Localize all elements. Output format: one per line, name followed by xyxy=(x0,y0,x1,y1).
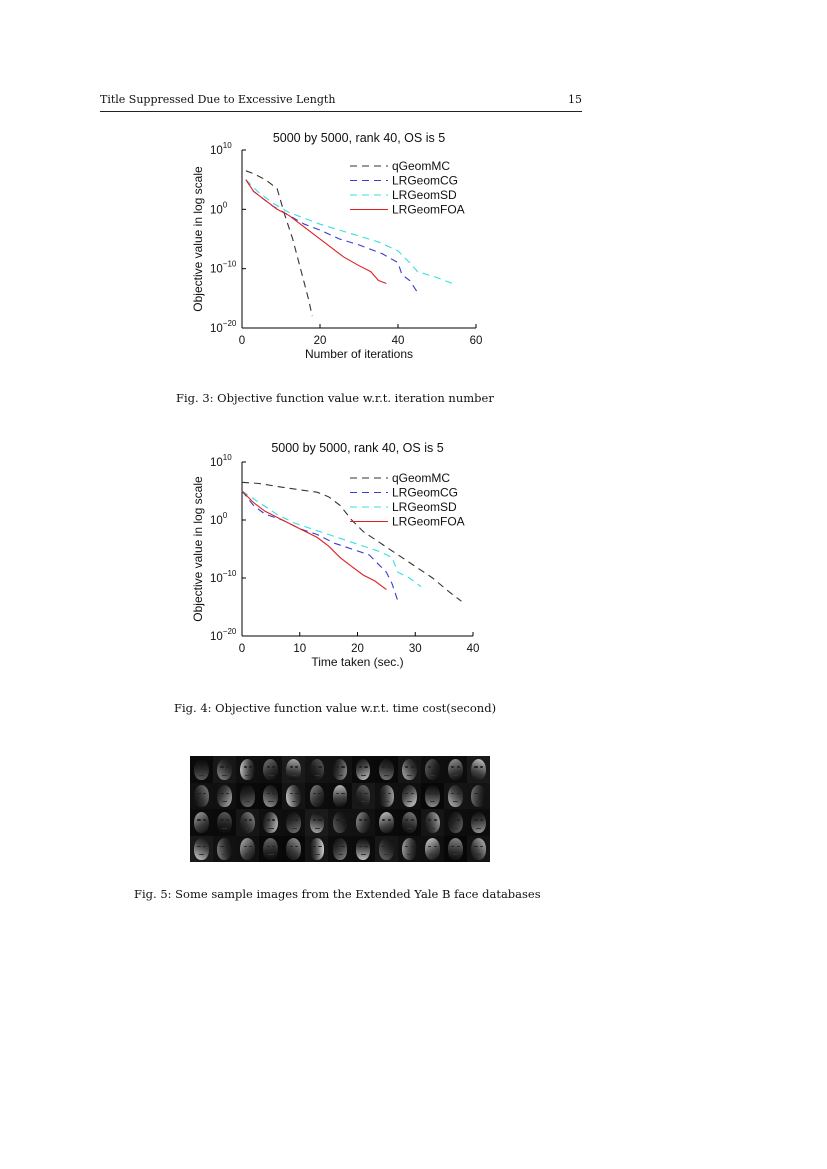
face-shape xyxy=(379,785,394,807)
face-thumbnail xyxy=(352,809,375,836)
face-shape xyxy=(310,785,325,807)
face-mouth xyxy=(407,828,412,829)
face-thumbnail xyxy=(421,809,444,836)
face-eye xyxy=(318,819,321,821)
legend-label-lrgeomsd: LRGeomSD xyxy=(392,188,457,202)
face-shape xyxy=(240,812,255,834)
face-thumbnail xyxy=(213,809,236,836)
face-eye xyxy=(318,793,321,795)
face-eye xyxy=(434,766,437,768)
face-mouth xyxy=(384,854,389,855)
x-axis-label: Time taken (sec.) xyxy=(311,655,404,669)
face-thumbnail xyxy=(213,756,236,783)
face-thumbnail xyxy=(444,783,467,810)
face-shape xyxy=(402,812,417,834)
face-shape xyxy=(217,838,232,860)
face-eye xyxy=(244,793,247,795)
face-eye xyxy=(313,793,316,795)
face-eye xyxy=(388,846,391,848)
legend-label-lrgeomcg: LRGeomCG xyxy=(392,173,459,188)
face-eye xyxy=(290,846,293,848)
face-mouth xyxy=(384,828,389,829)
face-eye xyxy=(197,819,200,821)
chart-title: 5000 by 5000, rank 40, OS is 5 xyxy=(271,441,444,455)
series-line-lrgeomfoa xyxy=(246,180,386,284)
y-axis-label: Objective value in log scale xyxy=(191,166,205,312)
page-header xyxy=(100,93,582,113)
face-shape xyxy=(286,838,301,860)
face-thumbnail xyxy=(328,836,351,863)
face-mouth xyxy=(268,828,273,829)
face-thumbnail xyxy=(467,836,490,863)
face-thumbnail xyxy=(259,783,282,810)
face-mouth xyxy=(292,828,297,829)
face-thumbnail xyxy=(421,756,444,783)
face-thumbnail xyxy=(236,756,259,783)
face-thumbnail xyxy=(375,809,398,836)
face-thumbnail xyxy=(236,783,259,810)
face-thumbnail xyxy=(236,836,259,863)
face-eye xyxy=(272,819,275,821)
face-shape xyxy=(425,838,440,860)
chart-2 xyxy=(191,441,479,669)
face-mouth xyxy=(476,801,481,802)
face-eye xyxy=(480,819,483,821)
face-mouth xyxy=(222,775,227,776)
face-shape xyxy=(448,812,463,834)
face-mouth xyxy=(245,828,250,829)
face-mouth xyxy=(361,801,366,802)
face-thumbnail xyxy=(328,756,351,783)
face-eye xyxy=(474,846,477,848)
face-thumbnail xyxy=(305,756,328,783)
legend-label-qgeommc: qGeomMC xyxy=(392,471,451,485)
face-mouth xyxy=(199,828,204,829)
x-tick-label: 60 xyxy=(469,335,483,347)
face-eye xyxy=(290,766,293,768)
face-shape xyxy=(379,838,394,860)
face-eye xyxy=(457,819,460,821)
face-eye xyxy=(474,766,477,768)
face-shape xyxy=(333,759,348,781)
legend-label-lrgeomfoa: LRGeomFOA xyxy=(392,514,465,529)
face-shape xyxy=(240,838,255,860)
face-shape xyxy=(310,812,325,834)
face-thumbnail xyxy=(444,836,467,863)
face-eye xyxy=(267,819,270,821)
face-mouth xyxy=(292,775,297,776)
face-eye xyxy=(318,846,321,848)
face-mouth xyxy=(476,854,481,855)
face-mouth xyxy=(361,775,366,776)
face-mouth xyxy=(430,775,435,776)
face-mouth xyxy=(199,801,204,802)
face-shape xyxy=(217,785,232,807)
y-tick-label: $10^{10}$ xyxy=(210,453,232,469)
face-mouth xyxy=(476,775,481,776)
face-mouth xyxy=(292,854,297,855)
y-tick-label: $10^0$ xyxy=(210,511,228,527)
face-mouth xyxy=(384,801,389,802)
face-eye xyxy=(267,846,270,848)
face-eye xyxy=(388,819,391,821)
face-thumbnail xyxy=(328,809,351,836)
face-eye xyxy=(480,793,483,795)
face-mouth xyxy=(361,854,366,855)
face-eye xyxy=(272,766,275,768)
face-mouth xyxy=(222,854,227,855)
face-eye xyxy=(364,846,367,848)
face-eye xyxy=(411,793,414,795)
face-eye xyxy=(341,793,344,795)
face-shape xyxy=(356,838,371,860)
face-eye xyxy=(244,846,247,848)
face-thumbnail xyxy=(190,809,213,836)
face-shape xyxy=(448,785,463,807)
series-line-lrgeomsd xyxy=(246,180,453,284)
face-eye xyxy=(388,793,391,795)
face-thumbnail xyxy=(213,836,236,863)
face-eye xyxy=(364,793,367,795)
face-thumbnail xyxy=(421,783,444,810)
face-eye xyxy=(197,793,200,795)
face-mouth xyxy=(338,801,343,802)
x-tick-label: 40 xyxy=(391,335,405,347)
face-shape xyxy=(471,785,486,807)
face-shape xyxy=(217,812,232,834)
face-thumbnail xyxy=(190,756,213,783)
face-thumbnail xyxy=(352,836,375,863)
face-shape xyxy=(194,838,209,860)
page-number: 15 xyxy=(568,93,582,106)
legend-label-lrgeomfoa: LRGeomFOA xyxy=(392,202,465,217)
face-eye xyxy=(203,819,206,821)
face-eye xyxy=(434,846,437,848)
face-eye xyxy=(220,766,223,768)
face-thumbnail xyxy=(305,809,328,836)
face-mouth xyxy=(292,801,297,802)
face-thumbnail xyxy=(190,783,213,810)
face-eye xyxy=(220,819,223,821)
face-shape xyxy=(310,759,325,781)
face-mouth xyxy=(476,828,481,829)
legend-label-lrgeomcg: LRGeomCG xyxy=(392,485,459,500)
face-eye xyxy=(336,819,339,821)
face-thumbnail xyxy=(444,756,467,783)
x-tick-label: 30 xyxy=(408,643,422,655)
face-shape xyxy=(194,785,209,807)
face-eye xyxy=(290,819,293,821)
x-tick-label: 20 xyxy=(351,643,364,655)
face-shape xyxy=(448,759,463,781)
face-shape xyxy=(379,759,394,781)
face-thumbnail xyxy=(259,809,282,836)
series-line-lrgeomcg xyxy=(242,491,398,601)
face-mouth xyxy=(361,828,366,829)
face-thumbnail xyxy=(421,836,444,863)
face-eye xyxy=(244,819,247,821)
series-line-lrgeomfoa xyxy=(242,491,386,590)
face-eye xyxy=(451,819,454,821)
face-shape xyxy=(356,759,371,781)
legend-label-lrgeomsd: LRGeomSD xyxy=(392,500,457,514)
face-thumbnail xyxy=(467,756,490,783)
face-shape xyxy=(286,812,301,834)
face-thumbnail xyxy=(328,783,351,810)
face-eye xyxy=(341,819,344,821)
face-shape xyxy=(263,785,278,807)
face-thumbnail xyxy=(375,836,398,863)
face-eye xyxy=(428,819,431,821)
face-shape xyxy=(286,759,301,781)
face-shape xyxy=(471,838,486,860)
face-eye xyxy=(411,766,414,768)
face-eye xyxy=(474,819,477,821)
face-shape xyxy=(333,838,348,860)
face-thumbnail xyxy=(259,756,282,783)
face-thumbnail xyxy=(375,756,398,783)
face-eye xyxy=(295,766,298,768)
face-mouth xyxy=(453,801,458,802)
face-eye xyxy=(244,766,247,768)
face-shape xyxy=(448,838,463,860)
face-mouth xyxy=(268,775,273,776)
face-mouth xyxy=(430,801,435,802)
face-thumbnail xyxy=(467,809,490,836)
face-mouth xyxy=(338,854,343,855)
face-mouth xyxy=(268,801,273,802)
face-mouth xyxy=(384,775,389,776)
x-tick-label: 40 xyxy=(466,643,480,655)
face-mouth xyxy=(407,801,412,802)
face-eye xyxy=(428,766,431,768)
series-line-qgeommc xyxy=(242,482,461,601)
face-thumbnail xyxy=(398,836,421,863)
face-shape xyxy=(356,812,371,834)
face-thumbnail xyxy=(282,783,305,810)
x-axis-label: Number of iterations xyxy=(304,347,414,361)
face-shape xyxy=(194,812,209,834)
y-tick-label: $10^{-10}$ xyxy=(210,569,237,585)
figure-5-caption: Fig. 5: Some sample images from the Extended Yale B face databases xyxy=(134,887,541,901)
face-mouth xyxy=(199,775,204,776)
face-mouth xyxy=(268,854,273,855)
chart-title: 5000 by 5000, rank 40, OS is 5 xyxy=(272,131,446,145)
face-shape xyxy=(471,812,486,834)
face-shape xyxy=(217,759,232,781)
face-eye xyxy=(359,766,362,768)
face-shape xyxy=(379,812,394,834)
face-thumbnail xyxy=(375,783,398,810)
face-eye xyxy=(290,793,293,795)
face-mouth xyxy=(315,854,320,855)
face-eye xyxy=(220,793,223,795)
y-tick-label: $10^{10}$ xyxy=(210,141,232,157)
face-thumbnail xyxy=(190,836,213,863)
face-eye xyxy=(267,766,270,768)
face-thumbnail xyxy=(398,809,421,836)
face-shape xyxy=(263,838,278,860)
face-eye xyxy=(411,846,414,848)
face-eye xyxy=(220,846,223,848)
y-axis-label: Objective value in log scale xyxy=(191,476,205,622)
face-mouth xyxy=(453,854,458,855)
face-mouth xyxy=(245,775,250,776)
face-eye xyxy=(341,846,344,848)
face-thumbnail xyxy=(444,809,467,836)
face-mouth xyxy=(407,854,412,855)
face-shape xyxy=(194,759,209,781)
face-mouth xyxy=(430,828,435,829)
face-shape xyxy=(402,785,417,807)
face-mouth xyxy=(222,801,227,802)
face-thumbnail xyxy=(282,756,305,783)
face-eye xyxy=(434,819,437,821)
face-eye xyxy=(388,766,391,768)
face-shape xyxy=(425,785,440,807)
face-eye xyxy=(474,793,477,795)
face-mouth xyxy=(315,828,320,829)
face-eye xyxy=(313,766,316,768)
figure-3-caption: Fig. 3: Objective function value w.r.t. iteration number xyxy=(176,391,494,405)
face-mouth xyxy=(430,854,435,855)
face-shape xyxy=(356,785,371,807)
face-eye xyxy=(364,819,367,821)
face-eye xyxy=(295,819,298,821)
x-tick-label: 0 xyxy=(238,335,246,347)
face-mouth xyxy=(199,854,204,855)
face-thumbnail xyxy=(352,756,375,783)
face-thumbnail xyxy=(467,783,490,810)
face-mouth xyxy=(315,775,320,776)
face-shape xyxy=(240,785,255,807)
face-eye xyxy=(336,793,339,795)
y-tick-label: $10^{-10}$ xyxy=(210,259,237,276)
face-thumbnail xyxy=(398,756,421,783)
face-mouth xyxy=(453,828,458,829)
face-shape xyxy=(263,759,278,781)
face-shape xyxy=(263,812,278,834)
face-eye xyxy=(457,793,460,795)
face-mouth xyxy=(407,775,412,776)
face-mouth xyxy=(453,775,458,776)
face-shape xyxy=(471,759,486,781)
series-line-lrgeomcg xyxy=(246,180,418,293)
running-title: Title Suppressed Due to Excessive Length xyxy=(100,93,336,106)
face-sample-grid xyxy=(190,756,490,862)
face-shape xyxy=(425,759,440,781)
face-thumbnail xyxy=(282,836,305,863)
chart-1 xyxy=(191,131,482,361)
face-eye xyxy=(457,766,460,768)
y-tick-label: $10^{-20}$ xyxy=(210,319,237,335)
face-eye xyxy=(364,766,367,768)
series-line-qgeommc xyxy=(246,171,312,316)
y-tick-label: $10^{-20}$ xyxy=(210,627,237,643)
face-mouth xyxy=(338,775,343,776)
face-mouth xyxy=(338,828,343,829)
face-eye xyxy=(197,766,200,768)
face-shape xyxy=(402,838,417,860)
x-tick-label: 20 xyxy=(313,335,327,347)
face-shape xyxy=(402,759,417,781)
face-eye xyxy=(336,766,339,768)
face-eye xyxy=(203,766,206,768)
face-eye xyxy=(451,766,454,768)
face-shape xyxy=(425,812,440,834)
face-thumbnail xyxy=(305,783,328,810)
face-eye xyxy=(411,819,414,821)
face-thumbnail xyxy=(398,783,421,810)
face-thumbnail xyxy=(236,809,259,836)
face-mouth xyxy=(315,801,320,802)
x-tick-label: 10 xyxy=(293,643,307,655)
face-eye xyxy=(359,819,362,821)
face-eye xyxy=(313,846,316,848)
face-mouth xyxy=(245,801,250,802)
x-tick-label: 0 xyxy=(238,643,246,655)
face-shape xyxy=(286,785,301,807)
face-thumbnail xyxy=(305,836,328,863)
face-eye xyxy=(267,793,270,795)
face-thumbnail xyxy=(352,783,375,810)
face-mouth xyxy=(245,854,250,855)
legend-label-qgeommc: qGeomMC xyxy=(392,159,451,173)
figure-4-caption: Fig. 4: Objective function value w.r.t. time cost(second) xyxy=(174,701,497,715)
face-eye xyxy=(336,846,339,848)
header-rule xyxy=(100,111,582,112)
series-line-lrgeomsd xyxy=(242,491,421,587)
face-eye xyxy=(434,793,437,795)
y-tick-label: $10^0$ xyxy=(210,200,228,217)
face-thumbnail xyxy=(282,809,305,836)
face-eye xyxy=(318,766,321,768)
face-thumbnail xyxy=(213,783,236,810)
face-shape xyxy=(333,785,348,807)
face-mouth xyxy=(222,828,227,829)
face-eye xyxy=(341,766,344,768)
face-shape xyxy=(240,759,255,781)
face-eye xyxy=(197,846,200,848)
face-shape xyxy=(333,812,348,834)
face-eye xyxy=(480,846,483,848)
face-shape xyxy=(310,838,325,860)
face-eye xyxy=(480,766,483,768)
face-thumbnail xyxy=(259,836,282,863)
face-eye xyxy=(313,819,316,821)
face-eye xyxy=(457,846,460,848)
